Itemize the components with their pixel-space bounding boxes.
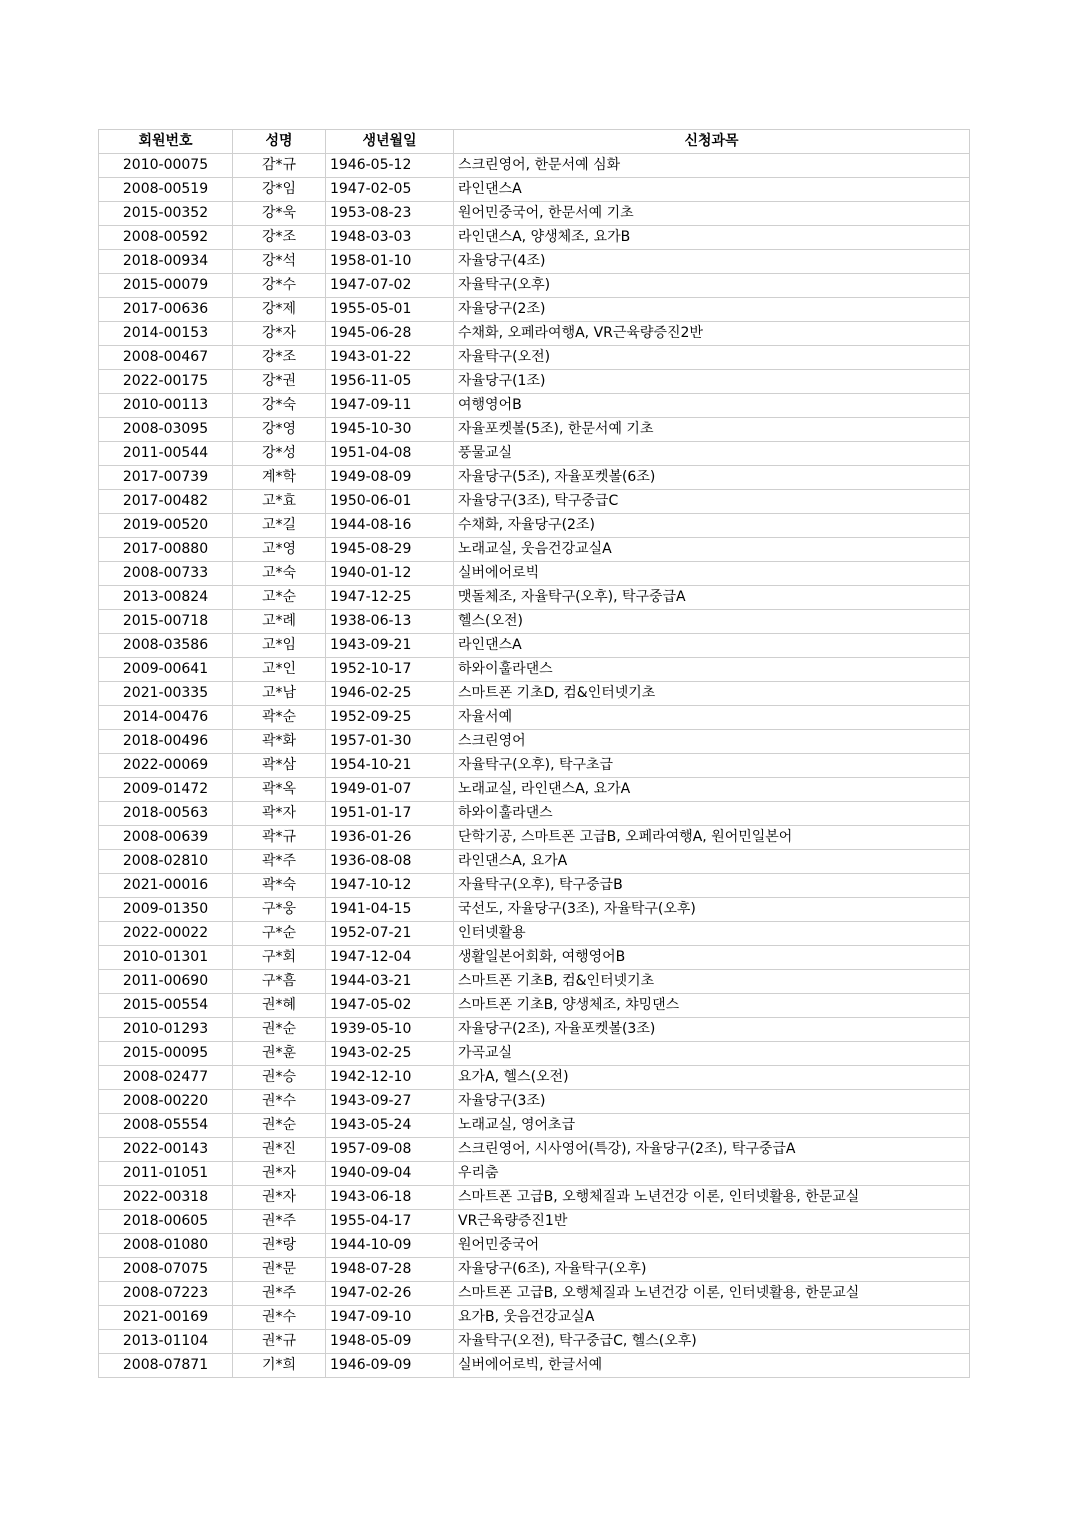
- courses-cell: 인터넷활용: [454, 922, 970, 946]
- name-cell: 권*혜: [233, 994, 326, 1018]
- table-row: [99, 658, 970, 682]
- name-cell: 고*길: [233, 514, 326, 538]
- table-row: [99, 538, 970, 562]
- member-no-cell: 2015-00079: [99, 274, 233, 298]
- courses-cell: 단학기공, 스마트폰 고급B, 오페라여행A, 원어민일본어: [454, 826, 970, 850]
- courses-cell: 맷돌체조, 자율탁구(오후), 탁구중급A: [454, 586, 970, 610]
- courses-cell: 생활일본어회화, 여행영어B: [454, 946, 970, 970]
- name-cell: 강*욱: [233, 202, 326, 226]
- member-no-cell: 2021-00335: [99, 682, 233, 706]
- birth-date-cell: 1955-05-01: [326, 298, 454, 322]
- courses-cell: 수채화, 자율당구(2조): [454, 514, 970, 538]
- courses-cell: VR근육량증진1반: [454, 1210, 970, 1234]
- birth-date-cell: 1952-10-17: [326, 658, 454, 682]
- courses-cell: 라인댄스A: [454, 178, 970, 202]
- table-row: [99, 994, 970, 1018]
- member-no-cell: 2017-00739: [99, 466, 233, 490]
- table-row: [99, 610, 970, 634]
- name-cell: 고*임: [233, 634, 326, 658]
- birth-date-cell: 1950-06-01: [326, 490, 454, 514]
- birth-date-cell: 1951-01-17: [326, 802, 454, 826]
- table-row: [99, 1162, 970, 1186]
- table-row: [99, 514, 970, 538]
- birth-date-cell: 1940-01-12: [326, 562, 454, 586]
- member-no-cell: 2022-00175: [99, 370, 233, 394]
- member-no-cell: 2009-00641: [99, 658, 233, 682]
- birth-date-cell: 1936-08-08: [326, 850, 454, 874]
- birth-date-cell: 1947-09-11: [326, 394, 454, 418]
- birth-date-cell: 1958-01-10: [326, 250, 454, 274]
- member-course-table: [98, 129, 970, 1378]
- member-no-cell: 2015-00554: [99, 994, 233, 1018]
- courses-cell: 헬스(오전): [454, 610, 970, 634]
- name-cell: 권*주: [233, 1282, 326, 1306]
- name-cell: 권*수: [233, 1306, 326, 1330]
- courses-cell: 라인댄스A, 요가A: [454, 850, 970, 874]
- name-cell: 감*규: [233, 154, 326, 178]
- courses-cell: 스마트폰 고급B, 오행체질과 노년건강 이론, 인터넷활용, 한문교실: [454, 1186, 970, 1210]
- courses-cell: 스마트폰 기초D, 컴&인터넷기초: [454, 682, 970, 706]
- name-cell: 구*순: [233, 922, 326, 946]
- birth-date-cell: 1944-10-09: [326, 1234, 454, 1258]
- birth-date-cell: 1947-05-02: [326, 994, 454, 1018]
- courses-cell: 자율탁구(오전): [454, 346, 970, 370]
- member-no-cell: 2009-01472: [99, 778, 233, 802]
- name-cell: 고*숙: [233, 562, 326, 586]
- courses-cell: 실버에어로빅: [454, 562, 970, 586]
- courses-cell: 하와이훌라댄스: [454, 658, 970, 682]
- courses-cell: 풍물교실: [454, 442, 970, 466]
- name-cell: 권*승: [233, 1066, 326, 1090]
- courses-cell: 하와이훌라댄스: [454, 802, 970, 826]
- header-birth-date: 생년월일: [326, 130, 454, 154]
- member-no-cell: 2009-01350: [99, 898, 233, 922]
- name-cell: 곽*옥: [233, 778, 326, 802]
- table-row: [99, 1210, 970, 1234]
- birth-date-cell: 1944-03-21: [326, 970, 454, 994]
- member-no-cell: 2008-07871: [99, 1354, 233, 1378]
- courses-cell: 자율탁구(오후), 탁구중급B: [454, 874, 970, 898]
- member-no-cell: 2010-00113: [99, 394, 233, 418]
- birth-date-cell: 1956-11-05: [326, 370, 454, 394]
- courses-cell: 노래교실, 영어초급: [454, 1114, 970, 1138]
- member-no-cell: 2011-01051: [99, 1162, 233, 1186]
- birth-date-cell: 1947-09-10: [326, 1306, 454, 1330]
- courses-cell: 우리춤: [454, 1162, 970, 1186]
- member-no-cell: 2008-00639: [99, 826, 233, 850]
- name-cell: 권*문: [233, 1258, 326, 1282]
- name-cell: 권*순: [233, 1114, 326, 1138]
- birth-date-cell: 1947-12-04: [326, 946, 454, 970]
- birth-date-cell: 1948-05-09: [326, 1330, 454, 1354]
- name-cell: 권*자: [233, 1186, 326, 1210]
- table-row: [99, 418, 970, 442]
- name-cell: 권*훈: [233, 1042, 326, 1066]
- birth-date-cell: 1957-01-30: [326, 730, 454, 754]
- courses-cell: 노래교실, 웃음건강교실A: [454, 538, 970, 562]
- name-cell: 강*자: [233, 322, 326, 346]
- birth-date-cell: 1947-02-26: [326, 1282, 454, 1306]
- member-no-cell: 2015-00352: [99, 202, 233, 226]
- table-row: [99, 1258, 970, 1282]
- member-no-cell: 2008-07075: [99, 1258, 233, 1282]
- name-cell: 강*성: [233, 442, 326, 466]
- birth-date-cell: 1943-09-27: [326, 1090, 454, 1114]
- table-header-row: [99, 130, 970, 154]
- courses-cell: 자율탁구(오후): [454, 274, 970, 298]
- member-no-cell: 2010-01293: [99, 1018, 233, 1042]
- member-no-cell: 2019-00520: [99, 514, 233, 538]
- name-cell: 강*숙: [233, 394, 326, 418]
- table-row: [99, 346, 970, 370]
- courses-cell: 스마트폰 고급B, 오행체질과 노년건강 이론, 인터넷활용, 한문교실: [454, 1282, 970, 1306]
- table-row: [99, 370, 970, 394]
- name-cell: 곽*화: [233, 730, 326, 754]
- name-cell: 강*임: [233, 178, 326, 202]
- table-row: [99, 730, 970, 754]
- member-no-cell: 2013-00824: [99, 586, 233, 610]
- birth-date-cell: 1949-01-07: [326, 778, 454, 802]
- courses-cell: 스마트폰 기초B, 양생체조, 챠밍댄스: [454, 994, 970, 1018]
- table-row: [99, 922, 970, 946]
- name-cell: 강*수: [233, 274, 326, 298]
- birth-date-cell: 1947-02-05: [326, 178, 454, 202]
- table-row: [99, 322, 970, 346]
- courses-cell: 자율탁구(오후), 탁구초급: [454, 754, 970, 778]
- name-cell: 곽*주: [233, 850, 326, 874]
- courses-cell: 자율당구(2조), 자율포켓볼(3조): [454, 1018, 970, 1042]
- name-cell: 곽*숙: [233, 874, 326, 898]
- birth-date-cell: 1952-09-25: [326, 706, 454, 730]
- birth-date-cell: 1951-04-08: [326, 442, 454, 466]
- table-row: [99, 898, 970, 922]
- name-cell: 고*효: [233, 490, 326, 514]
- birth-date-cell: 1947-07-02: [326, 274, 454, 298]
- birth-date-cell: 1955-04-17: [326, 1210, 454, 1234]
- birth-date-cell: 1944-08-16: [326, 514, 454, 538]
- courses-cell: 요가A, 헬스(오전): [454, 1066, 970, 1090]
- courses-cell: 스크린영어, 시사영어(특강), 자율당구(2조), 탁구중급A: [454, 1138, 970, 1162]
- birth-date-cell: 1949-08-09: [326, 466, 454, 490]
- birth-date-cell: 1943-05-24: [326, 1114, 454, 1138]
- courses-cell: 자율당구(6조), 자율탁구(오후): [454, 1258, 970, 1282]
- name-cell: 고*례: [233, 610, 326, 634]
- table-row: [99, 1042, 970, 1066]
- table-row: [99, 802, 970, 826]
- table-row: [99, 1066, 970, 1090]
- member-no-cell: 2008-01080: [99, 1234, 233, 1258]
- name-cell: 강*조: [233, 346, 326, 370]
- courses-cell: 자율포켓볼(5조), 한문서예 기초: [454, 418, 970, 442]
- courses-cell: 실버에어로빅, 한글서예: [454, 1354, 970, 1378]
- member-no-cell: 2010-00075: [99, 154, 233, 178]
- table-row: [99, 826, 970, 850]
- member-no-cell: 2018-00563: [99, 802, 233, 826]
- name-cell: 강*권: [233, 370, 326, 394]
- table-row: [99, 466, 970, 490]
- birth-date-cell: 1957-09-08: [326, 1138, 454, 1162]
- member-no-cell: 2022-00143: [99, 1138, 233, 1162]
- member-no-cell: 2015-00095: [99, 1042, 233, 1066]
- table-row: [99, 1234, 970, 1258]
- courses-cell: 자율당구(1조): [454, 370, 970, 394]
- courses-cell: 자율당구(3조): [454, 1090, 970, 1114]
- courses-cell: 자율당구(5조), 자율포켓볼(6조): [454, 466, 970, 490]
- table-row: [99, 1186, 970, 1210]
- table-row: [99, 1282, 970, 1306]
- name-cell: 강*영: [233, 418, 326, 442]
- courses-cell: 여행영어B: [454, 394, 970, 418]
- member-no-cell: 2008-00519: [99, 178, 233, 202]
- birth-date-cell: 1952-07-21: [326, 922, 454, 946]
- member-no-cell: 2008-02810: [99, 850, 233, 874]
- member-no-cell: 2021-00016: [99, 874, 233, 898]
- table-row: [99, 1018, 970, 1042]
- member-no-cell: 2021-00169: [99, 1306, 233, 1330]
- table-row: [99, 154, 970, 178]
- member-no-cell: 2010-01301: [99, 946, 233, 970]
- member-no-cell: 2008-00592: [99, 226, 233, 250]
- member-no-cell: 2008-02477: [99, 1066, 233, 1090]
- birth-date-cell: 1938-06-13: [326, 610, 454, 634]
- member-no-cell: 2008-00220: [99, 1090, 233, 1114]
- name-cell: 기*희: [233, 1354, 326, 1378]
- courses-cell: 국선도, 자율당구(3조), 자율탁구(오후): [454, 898, 970, 922]
- name-cell: 구*회: [233, 946, 326, 970]
- courses-cell: 스마트폰 기초B, 컴&인터넷기초: [454, 970, 970, 994]
- table-row: [99, 178, 970, 202]
- courses-cell: 자율당구(4조): [454, 250, 970, 274]
- member-no-cell: 2022-00318: [99, 1186, 233, 1210]
- member-no-cell: 2008-00733: [99, 562, 233, 586]
- table-row: [99, 1090, 970, 1114]
- courses-cell: 스크린영어: [454, 730, 970, 754]
- table-row: [99, 946, 970, 970]
- table-row: [99, 274, 970, 298]
- table-row: [99, 1354, 970, 1378]
- name-cell: 고*영: [233, 538, 326, 562]
- name-cell: 강*석: [233, 250, 326, 274]
- table-row: [99, 394, 970, 418]
- name-cell: 구*흠: [233, 970, 326, 994]
- birth-date-cell: 1942-12-10: [326, 1066, 454, 1090]
- name-cell: 고*인: [233, 658, 326, 682]
- name-cell: 곽*순: [233, 706, 326, 730]
- courses-cell: 자율당구(3조), 탁구중급C: [454, 490, 970, 514]
- courses-cell: 원어민중국어, 한문서예 기초: [454, 202, 970, 226]
- name-cell: 강*제: [233, 298, 326, 322]
- birth-date-cell: 1947-10-12: [326, 874, 454, 898]
- table-row: [99, 706, 970, 730]
- table-row: [99, 1330, 970, 1354]
- birth-date-cell: 1948-07-28: [326, 1258, 454, 1282]
- name-cell: 권*자: [233, 1162, 326, 1186]
- table-row: [99, 634, 970, 658]
- table-row: [99, 586, 970, 610]
- birth-date-cell: 1945-10-30: [326, 418, 454, 442]
- courses-cell: 자율서예: [454, 706, 970, 730]
- birth-date-cell: 1945-08-29: [326, 538, 454, 562]
- member-no-cell: 2018-00496: [99, 730, 233, 754]
- name-cell: 권*규: [233, 1330, 326, 1354]
- member-no-cell: 2011-00690: [99, 970, 233, 994]
- member-no-cell: 2015-00718: [99, 610, 233, 634]
- member-no-cell: 2008-07223: [99, 1282, 233, 1306]
- courses-cell: 수채화, 오페라여행A, VR근육량증진2반: [454, 322, 970, 346]
- header-name: 성명: [233, 130, 326, 154]
- birth-date-cell: 1947-12-25: [326, 586, 454, 610]
- birth-date-cell: 1941-04-15: [326, 898, 454, 922]
- birth-date-cell: 1945-06-28: [326, 322, 454, 346]
- courses-cell: 요가B, 웃음건강교실A: [454, 1306, 970, 1330]
- table-row: [99, 1306, 970, 1330]
- name-cell: 곽*자: [233, 802, 326, 826]
- birth-date-cell: 1943-02-25: [326, 1042, 454, 1066]
- courses-cell: 자율탁구(오전), 탁구중급C, 헬스(오후): [454, 1330, 970, 1354]
- table-row: [99, 562, 970, 586]
- table-row: [99, 1114, 970, 1138]
- birth-date-cell: 1943-06-18: [326, 1186, 454, 1210]
- courses-cell: 노래교실, 라인댄스A, 요가A: [454, 778, 970, 802]
- table-row: [99, 442, 970, 466]
- name-cell: 계*학: [233, 466, 326, 490]
- name-cell: 권*진: [233, 1138, 326, 1162]
- member-no-cell: 2018-00605: [99, 1210, 233, 1234]
- name-cell: 권*순: [233, 1018, 326, 1042]
- member-no-cell: 2014-00476: [99, 706, 233, 730]
- table-row: [99, 202, 970, 226]
- courses-cell: 스크린영어, 한문서예 심화: [454, 154, 970, 178]
- member-no-cell: 2008-03586: [99, 634, 233, 658]
- courses-cell: 자율당구(2조): [454, 298, 970, 322]
- name-cell: 권*주: [233, 1210, 326, 1234]
- table-row: [99, 226, 970, 250]
- birth-date-cell: 1953-08-23: [326, 202, 454, 226]
- name-cell: 구*웅: [233, 898, 326, 922]
- table-row: [99, 970, 970, 994]
- birth-date-cell: 1940-09-04: [326, 1162, 454, 1186]
- member-no-cell: 2008-03095: [99, 418, 233, 442]
- birth-date-cell: 1939-05-10: [326, 1018, 454, 1042]
- birth-date-cell: 1943-01-22: [326, 346, 454, 370]
- header-courses: 신청과목: [454, 130, 970, 154]
- member-no-cell: 2017-00880: [99, 538, 233, 562]
- table-row: [99, 850, 970, 874]
- name-cell: 곽*삼: [233, 754, 326, 778]
- member-no-cell: 2008-00467: [99, 346, 233, 370]
- table-row: [99, 754, 970, 778]
- table-row: [99, 250, 970, 274]
- table-row: [99, 490, 970, 514]
- member-no-cell: 2008-05554: [99, 1114, 233, 1138]
- birth-date-cell: 1948-03-03: [326, 226, 454, 250]
- member-course-table-container: [98, 129, 970, 1378]
- birth-date-cell: 1954-10-21: [326, 754, 454, 778]
- name-cell: 권*수: [233, 1090, 326, 1114]
- table-row: [99, 778, 970, 802]
- table-row: [99, 682, 970, 706]
- member-no-cell: 2022-00022: [99, 922, 233, 946]
- name-cell: 고*순: [233, 586, 326, 610]
- courses-cell: 가곡교실: [454, 1042, 970, 1066]
- name-cell: 고*남: [233, 682, 326, 706]
- member-no-cell: 2022-00069: [99, 754, 233, 778]
- member-no-cell: 2018-00934: [99, 250, 233, 274]
- name-cell: 곽*규: [233, 826, 326, 850]
- member-no-cell: 2013-01104: [99, 1330, 233, 1354]
- table-body: [99, 154, 970, 1378]
- courses-cell: 라인댄스A, 양생체조, 요가B: [454, 226, 970, 250]
- table-row: [99, 298, 970, 322]
- name-cell: 권*랑: [233, 1234, 326, 1258]
- name-cell: 강*조: [233, 226, 326, 250]
- member-no-cell: 2017-00482: [99, 490, 233, 514]
- birth-date-cell: 1946-09-09: [326, 1354, 454, 1378]
- birth-date-cell: 1936-01-26: [326, 826, 454, 850]
- member-no-cell: 2014-00153: [99, 322, 233, 346]
- member-no-cell: 2017-00636: [99, 298, 233, 322]
- birth-date-cell: 1946-02-25: [326, 682, 454, 706]
- birth-date-cell: 1946-05-12: [326, 154, 454, 178]
- table-row: [99, 1138, 970, 1162]
- header-member-no: 회원번호: [99, 130, 233, 154]
- member-no-cell: 2011-00544: [99, 442, 233, 466]
- courses-cell: 라인댄스A: [454, 634, 970, 658]
- courses-cell: 원어민중국어: [454, 1234, 970, 1258]
- table-row: [99, 874, 970, 898]
- birth-date-cell: 1943-09-21: [326, 634, 454, 658]
